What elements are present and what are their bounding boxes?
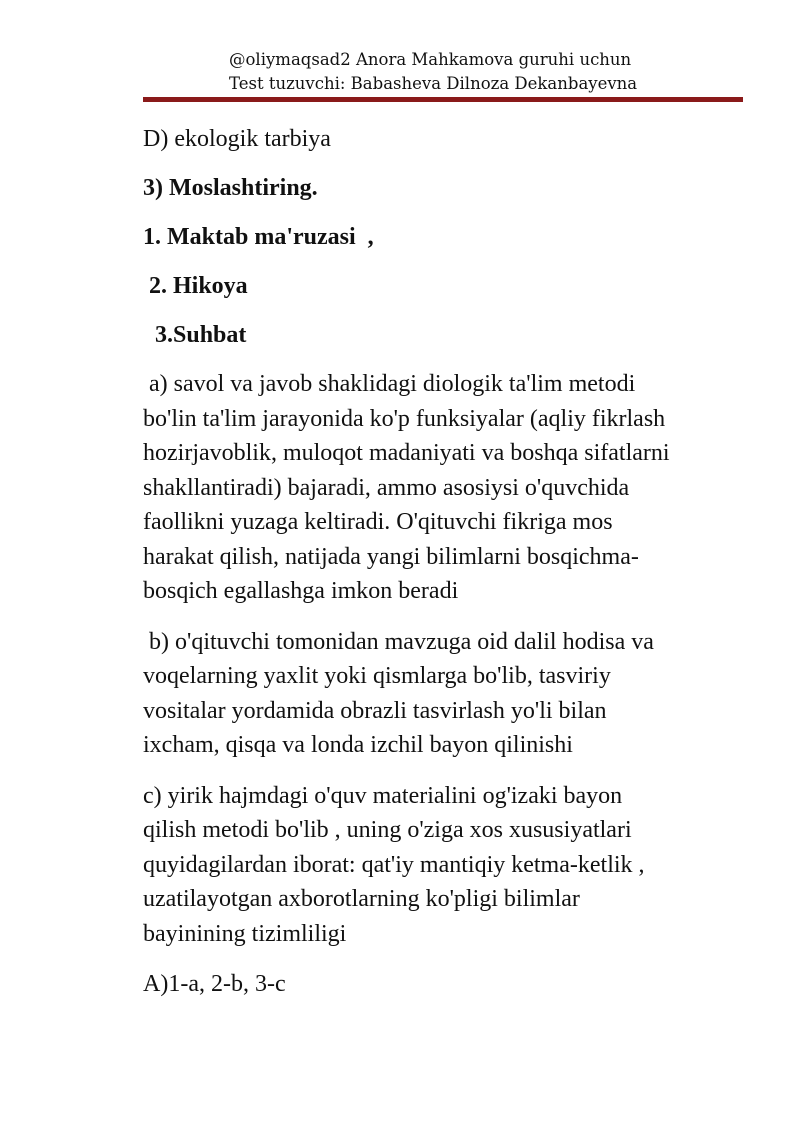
definition-a-line: bo'lin ta'lim jarayonida ko'p funksiyalar (aqliy fikrlash (143, 405, 666, 432)
option-d: D) ekologik tarbiya (143, 126, 331, 152)
header-divider (143, 97, 743, 102)
definition-c-line: qilish metodi bo'lib , uning o'ziga xos xususiyatlari (143, 817, 632, 843)
definition-a-line: harakat qilish, natijada yangi bilimlarni bosqichma- (143, 543, 639, 570)
definition-c-line: c) yirik hajmdagi o'quv materialini og'izaki bayon (143, 782, 623, 809)
page-header (229, 48, 637, 96)
definition-a-line: hozirjavoblik, muloqot madaniyati va boshqa sifatlarni (143, 440, 670, 466)
match-item-2: 2. Hikoya (143, 273, 248, 299)
header-line-2: Test tuzuvchi: Babasheva Dilnoza Dekanbayevna (229, 74, 638, 93)
definition-c-line: quyidagilardan iborat: qat'iy mantiqiy ketma-ketlik , (143, 851, 645, 878)
question-heading: 3) Moslashtiring. (143, 175, 318, 201)
definition-b-line: b) o'qituvchi tomonidan mavzuga oid dalil hodisa va (143, 628, 654, 655)
definition-a-line: shakllantiradi) bajaradi, ammo asosiysi o'quvchida (143, 474, 630, 501)
match-item-3: 3.Suhbat (143, 322, 247, 348)
match-item-1: 1. Maktab ma'ruzasi , (143, 224, 374, 250)
header-line-1: @oliymaqsad2 Anora Mahkamova guruhi uchun (229, 50, 632, 69)
definition-b-line: vositalar yordamida obrazli tasvirlash yo'li bilan (143, 697, 607, 724)
definition-b (143, 625, 743, 763)
definition-a-line: a) savol va javob shaklidagi diologik ta'lim metodi (143, 371, 636, 397)
definition-c-line: uzatilayotgan axborotlarning ko'pligi bilimlar (143, 886, 580, 912)
definition-a-line: faollikni yuzaga keltiradi. O'qituvchi fikriga mos (143, 509, 613, 535)
answer-option-a: A)1-a, 2-b, 3-c (143, 971, 286, 997)
definition-b-line: ixcham, qisqa va londa izchil bayon qilinishi (143, 732, 573, 758)
definition-a (143, 367, 743, 609)
definition-b-line: voqelarning yaxlit yoki qismlarga bo'lib, tasviriy (143, 663, 611, 689)
definition-a-line: bosqich egallashga imkon beradi (143, 578, 459, 604)
definition-c-line: bayinining tizimliligi (143, 920, 347, 947)
definition-c (143, 779, 743, 952)
document-body (143, 122, 743, 1016)
